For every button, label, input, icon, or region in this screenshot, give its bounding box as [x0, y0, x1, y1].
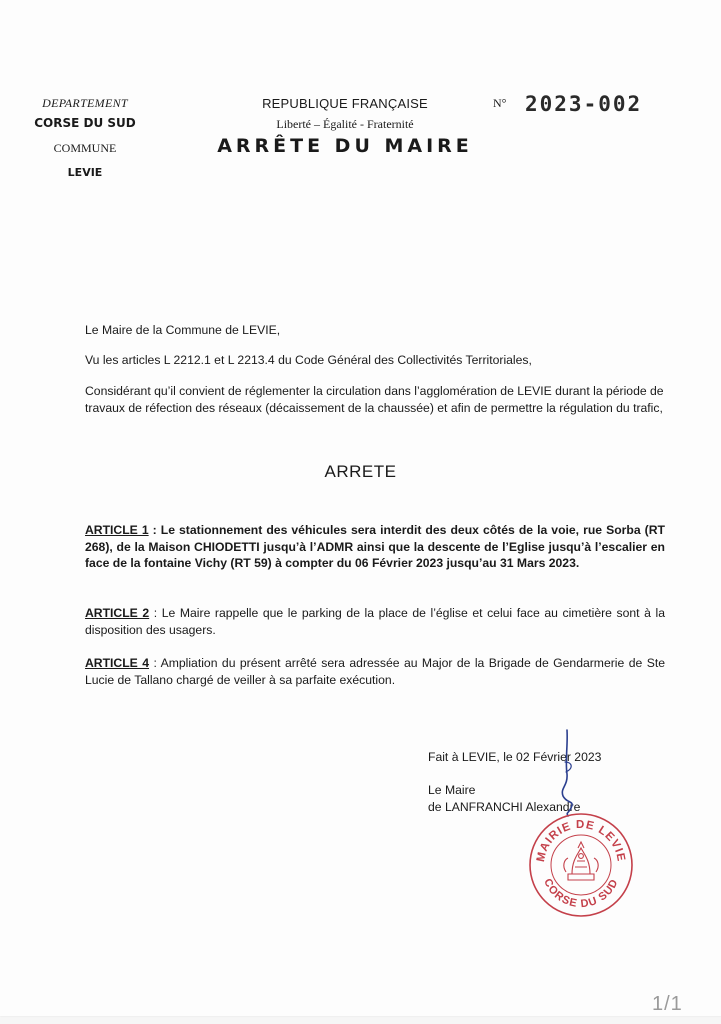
article-2-text: : Le Maire rappelle que le parking de la place de l’église et celui face au cimetière sont à la disposition des usagers.: [85, 606, 665, 637]
handwritten-signature: [548, 728, 588, 818]
document-title: ARRÊTE DU MAIRE: [217, 135, 473, 157]
decree-number-label: N°: [493, 96, 507, 110]
commune-name: LEVIE: [67, 166, 103, 179]
stamp-emblem-icon: [564, 842, 598, 880]
signatory-name: de LANFRANCHI Alexandre: [428, 799, 581, 814]
republic-label: REPUBLIQUE FRANÇAISE: [262, 96, 428, 111]
department-block: [20, 92, 150, 179]
stamp-text-top: MAIRIE DE LEVIE: [534, 818, 628, 864]
page-indicator: 1/1: [652, 993, 683, 1015]
considerant-paragraph: Considérant qu’il convient de réglementer la circulation dans l’agglomération de LEVIE durant la période de travaux de réfection des réseaux (décaissement de la chaussée) et afin de permettre la régulation du trafic,: [85, 384, 664, 415]
article-1-text: : Le stationnement des véhicules sera interdit des deux côtés de la voie, rue Sorba (RT 268), de la Maison CHIODETTI jusqu’à l’ADMR ainsi que la descente de l’Eglise jusqu’à l’escalier en face de la fontaine Vichy (RT 59) à compter du 06 Février 2023 jusqu’au 31 Mars 2023.: [85, 523, 665, 570]
department-label: DEPARTEMENT: [42, 96, 128, 110]
article-2-label: ARTICLE 2: [85, 606, 150, 620]
article-2: [85, 605, 665, 638]
signatory-role: Le Maire: [428, 783, 476, 797]
svg-text:CORSE DU SUD: [541, 877, 621, 910]
stamp-text-bottom: CORSE DU SUD: [541, 876, 621, 911]
legal-references-paragraph: Vu les articles L 2212.1 et L 2213.4 du Code Général des Collectivités Territoriales,: [85, 353, 532, 367]
article-1-label: ARTICLE 1: [85, 523, 149, 537]
commune-label: COMMUNE: [53, 141, 117, 155]
place-date: Fait à LEVIE, le 02 Février 2023: [428, 750, 602, 764]
arrete-heading: ARRETE: [324, 462, 397, 481]
article-4-label: ARTICLE 4: [85, 656, 150, 670]
article-4: [85, 655, 665, 688]
department-name: CORSE DU SUD: [34, 116, 136, 130]
mairie-stamp: [528, 812, 634, 918]
article-1: [85, 522, 665, 572]
republic-block: [200, 96, 490, 157]
decree-number: 2023-002: [525, 92, 643, 116]
republic-motto: Liberté – Égalité - Fraternité: [276, 117, 414, 131]
article-4-text: : Ampliation du présent arrêté sera adressée au Major de la Brigade de Gendarmerie de Ste Lucie de Tallano chargé de veiller à sa parfaite exécution.: [85, 656, 665, 687]
intro-paragraph: Le Maire de la Commune de LEVIE,: [85, 323, 281, 337]
